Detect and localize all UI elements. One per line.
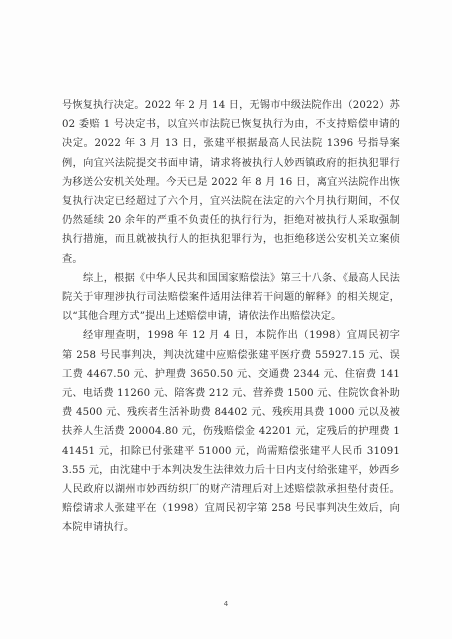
document-body: [62, 96, 400, 538]
paragraph-2: 综上，根据《中华人民共和国国家赔偿法》第三十八条、《最高人民法院关于审理涉执行司法赔偿案件适用法律若干问题的解释》的相关规定，以“其他合理方式”提出上述赔偿申请，请依法作出赔偿决定。: [62, 272, 400, 323]
paragraph-3: 经审理查明，1998 年 12 月 4 日，本院作出（1998）宜周民初字第 258 号民事判决，判决沈建中应赔偿张建平医疗费 55927.15 元、误工费 4467.50 元、护理费 3650.50 元、交通费 2344 元、住宿费 141 元、电话费 11260 元、陪客费 212 元、营养费 1500 元、住院饮食补助费 4500 元、残疾者生活补助费 84402 元、残疾用具费 1000 元以及被扶养人生活费 20004.80 元，伤残赔偿金 42201 元，定残后的护理费 141451 元，扣除已付张建平 51000 元，尚需赔偿张建平人民币 310913.55 元，由沈建中于本判决发生法律效力后十日内支付给张建平，妙西乡人民政府以湖州市妙西纺织厂的财产清理后对上述赔偿款承担垫付责任。赔偿请求人张建平在（1998）宜周民初字第 258 号民事判决生效后，向本院申请执行。: [62, 330, 400, 534]
page-number: 4: [223, 600, 229, 608]
paragraph-1: 号恢复执行决定。2022 年 2 月 14 日，无锡市中级法院作出（2022）苏 02 委赔 1 号决定书，以宜兴市法院已恢复执行为由，不支持赔偿申请的决定。2022 年 3 月 13 日，张建平根据最高人民法院 1396 号指导案例，向宜兴法院提交书面申请，请求将被执行人妙西镇政府的拒执犯罪行为移送公安机关处理。今天已是 2022 年 8 月 16 日，离宜兴法院作出恢复执行决定已经超过了六个月，宜兴法院在法定的六个月执行期间，不仅仍然延续 20 余年的严重不负责任的执行行为，拒绝对被执行人采取强制执行措施，而且就被执行人的拒执犯罪行为，也拒绝移送公安机关立案侦查。: [62, 100, 400, 265]
